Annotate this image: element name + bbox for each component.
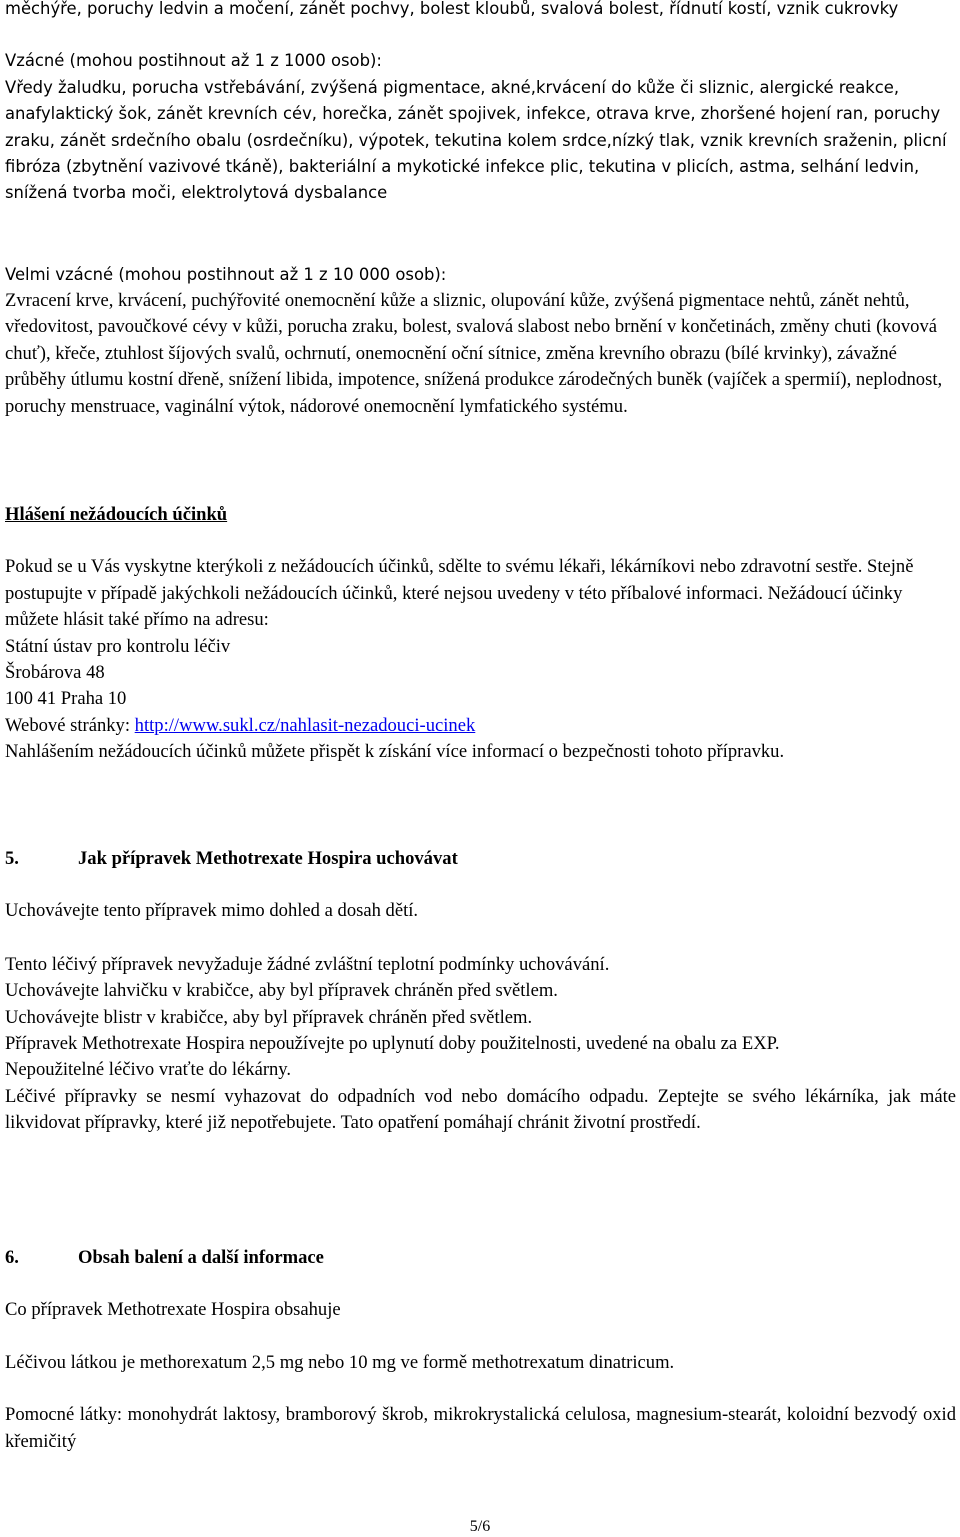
section-6-number: 6. (5, 1247, 19, 1268)
rare-text: Vředy žaludku, porucha vstřebávání, zvýšená pigmentace, akné,krvácení do kůže či sliznic, alergické reakce, anafylaktický šok, zánět krevních cév, horečka, zánět spojivek, infekce, otrava krve, zhoršené hojení ran, poruchy zraku, zánět srdečního obalu (osrdečníku), výpotek, tekutina kolem srdce,nízký tlak, vznik krevních sraženin, plicní fibróza (zbytnění vazivové tkáně), bakteriální a mykotické infekce plic, tekutina v plicích, astma, selhání ledvin, snížená tvorba moči, elektrolytová dysbalance (5, 77, 947, 203)
section-6-p1: Co přípravek Methotrexate Hospira obsahuje (5, 1299, 341, 1321)
side-effects-block (5, 0, 956, 207)
section-5-p1: Uchovávejte tento přípravek mimo dohled a dosah dětí. (5, 900, 419, 922)
address-line-3: 100 41 Praha 10 (5, 688, 127, 710)
web-label: Webové stránky: (5, 714, 135, 736)
rare-heading: Vzácné (mohou postihnout až 1 z 1000 osob): (5, 51, 382, 71)
reporting-intro: Pokud se u Vás vyskytne kterýkoli z nežádoucích účinků, sdělte to svému lékaři, lékárníkovi nebo zdravotní sestře. Stejně postupujte v případě jakýchkoli nežádoucích účinků, které nejsou uvedeny v této příbalové informaci. Nežádoucí účinky můžete hlásit také přímo na adresu: (5, 556, 914, 631)
page-number: 5/6 (469, 1518, 491, 1535)
section-5-l1: Tento léčivý přípravek nevyžaduje žádné zvláštní teplotní podmínky uchovávání. (5, 953, 610, 975)
web-line (5, 713, 956, 739)
frequent-tail-text: měchýře, poruchy ledvin a močení, zánět pochvy, bolest kloubů, svalová bolest, řídnutí kostí, vznik cukrovky (5, 0, 899, 18)
section-5-l4: Přípravek Methotrexate Hospira nepoužívejte po uplynutí doby použitelnosti, uvedené na obalu za EXP. (5, 1033, 780, 1055)
very-rare-heading: Velmi vzácné (mohou postihnout až 1 z 10 000 osob): (5, 265, 447, 284)
section-5-number: 5. (5, 848, 19, 869)
reporting-closing: Nahlášením nežádoucích účinků můžete přispět k získání více informací o bezpečnosti tohoto přípravku. (5, 741, 785, 763)
address-line-1: Státní ústav pro kontrolu léčiv (5, 635, 231, 657)
section-5-l3: Uchovávejte blistr v krabičce, aby byl přípravek chráněn před světlem. (5, 1006, 533, 1028)
reporting-heading: Hlášení nežádoucích účinků (5, 504, 228, 525)
section-6-title: Obsah balení a další informace (78, 1247, 324, 1268)
section-5-title: Jak přípravek Methotrexate Hospira uchovávat (78, 848, 458, 869)
address-line-2: Šrobárova 48 (5, 662, 105, 684)
very-rare-block (5, 262, 956, 288)
section-5-l5: Nepoužitelné léčivo vraťte do lékárny. (5, 1059, 292, 1081)
sukl-report-link[interactable]: http://www.sukl.cz/nahlasit-nezadouci-ucinek (134, 714, 476, 736)
section-6-p3: Pomocné látky: monohydrát laktosy, bramborový škrob, mikrokrystalická celulosa, magnesium-stearát, koloidní bezvodý oxid křemičitý (5, 1404, 956, 1452)
section-5-l6: Léčivé přípravky se nesmí vyhazovat do odpadních vod nebo domácího odpadu. Zeptejte se svého lékárníka, jak máte likvidovat přípravky, které již nepotřebujete. Tato opatření pomáhají chránit životní prostředí. (5, 1085, 956, 1134)
section-5-heading (5, 846, 956, 872)
reporting-section (5, 502, 956, 766)
section-5-l2: Uchovávejte lahvičku v krabičce, aby byl přípravek chráněn před světlem. (5, 980, 558, 1002)
section-5 (5, 846, 956, 1137)
section-6 (5, 1245, 956, 1455)
very-rare-text: Zvracení krve, krvácení, puchýřovité onemocnění kůže a sliznic, olupování kůže, zvýšená pigmentace nehtů, zánět nehtů, vředovitost, pavoučkové cévy v kůži, porucha zraku, bolest, svalová slabost nebo brnění v končetinách, změny chuti (kovová chuť), křeče, ztuhlost šíjových svalů, ochrnutí, onemocnění oční sítnice, změna krevního obrazu (bílé krvinky), závažné průběhy útlumu kostní dřeně, snížení libida, impotence, snížená produkce zárodečných buněk (vajíček a spermií), neplodnost, poruchy menstruace, vaginální výtok, nádorové onemocnění lymfatického systému. (5, 290, 943, 417)
section-6-p2: Léčivou látkou je methorexatum 2,5 mg nebo 10 mg ve formě methotrexatum dinatricum. (5, 1351, 675, 1373)
section-6-heading (5, 1245, 956, 1271)
very-rare-text-block (5, 288, 956, 420)
